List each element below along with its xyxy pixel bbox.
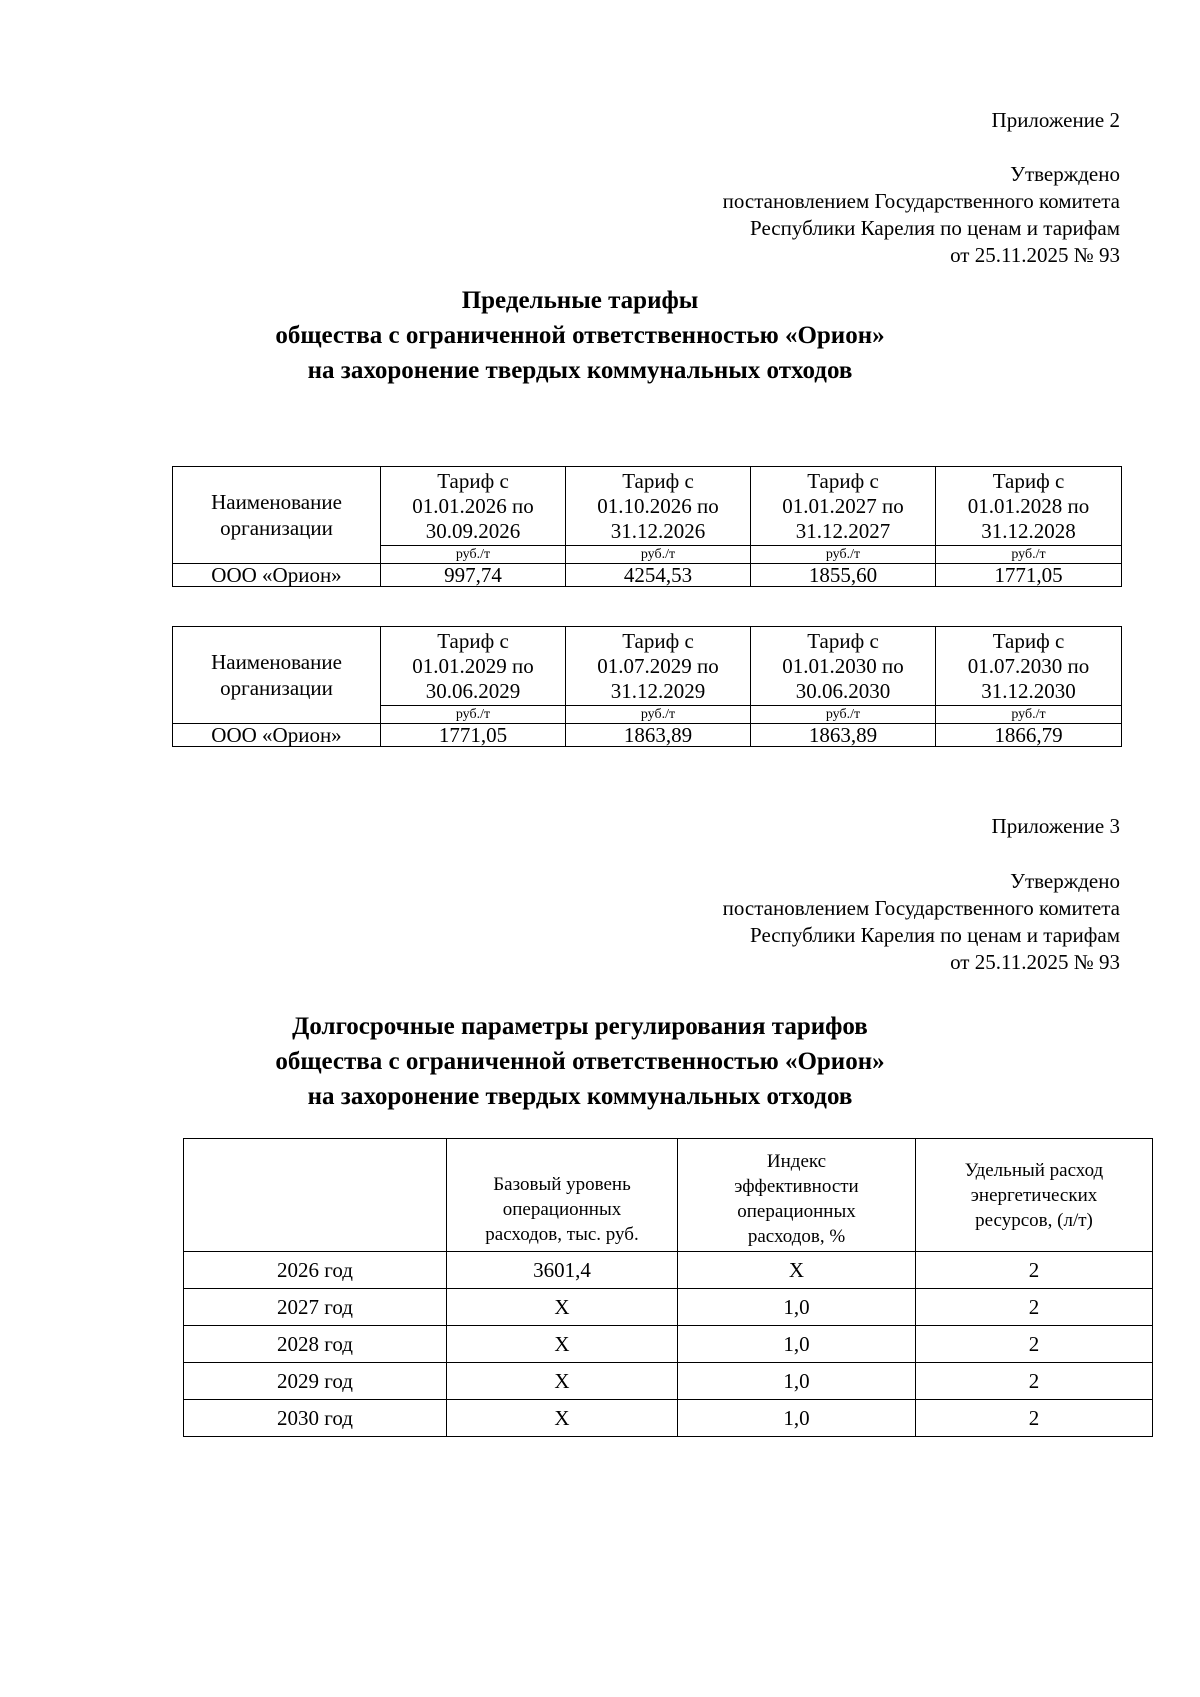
period-header: Тариф с 01.10.2026 по 31.12.2026 (566, 467, 751, 546)
params-header-base-opex: Базовый уровень операционных расходов, тыс. руб. (447, 1139, 678, 1252)
unit-cell: руб./т (751, 546, 936, 564)
efficiency-index-cell: 1,0 (678, 1289, 916, 1326)
org-header: Наименование организации (173, 467, 381, 564)
year-cell: 2027 год (184, 1289, 447, 1326)
base-opex-cell: Х (447, 1400, 678, 1437)
tariff-value-cell: 1771,05 (381, 724, 566, 747)
table-row (184, 1363, 1153, 1400)
unit-cell: руб./т (936, 706, 1122, 724)
table-row (184, 1252, 1153, 1289)
tariff-table-2 (172, 626, 1122, 747)
params-table (183, 1138, 1153, 1437)
base-opex-cell: 3601,4 (447, 1252, 678, 1289)
efficiency-index-cell: 1,0 (678, 1326, 916, 1363)
tariff-value-cell: 997,74 (381, 564, 566, 587)
efficiency-index-cell: 1,0 (678, 1363, 916, 1400)
appendix-3-label: Приложение 3 (991, 814, 1120, 838)
energy-consumption-cell: 2 (916, 1326, 1153, 1363)
org-name-cell: ООО «Орион» (173, 724, 381, 747)
unit-cell: руб./т (381, 706, 566, 724)
appendix-2-label: Приложение 2 (991, 108, 1120, 132)
org-header: Наименование организации (173, 627, 381, 724)
table-row (184, 1289, 1153, 1326)
tariff-value-cell: 1771,05 (936, 564, 1122, 587)
appendix-3-title: Долгосрочные параметры регулирования тарифов общества с ограниченной ответственностью «Орион» на захоронение твердых коммунальных отходов (275, 1013, 885, 1110)
appendix-2-title: Предельные тарифы общества с ограниченной ответственностью «Орион» на захоронение твердых коммунальных отходов (275, 287, 885, 384)
params-header-empty (184, 1139, 447, 1252)
period-header: Тариф с 01.07.2030 по 31.12.2030 (936, 627, 1122, 706)
unit-cell: руб./т (566, 706, 751, 724)
table-row (184, 1400, 1153, 1437)
period-header: Тариф с 01.01.2027 по 31.12.2027 (751, 467, 936, 546)
params-header-energy-consumption: Удельный расход энергетических ресурсов, (л/т) (916, 1139, 1153, 1252)
year-cell: 2029 год (184, 1363, 447, 1400)
efficiency-index-cell: Х (678, 1252, 916, 1289)
table-row (184, 1326, 1153, 1363)
efficiency-index-cell: 1,0 (678, 1400, 916, 1437)
appendix-2-approval: Утверждено постановлением Государственного комитета Республики Карелия по ценам и тарифам от 25.11.2025 № 93 (722, 162, 1120, 267)
energy-consumption-cell: 2 (916, 1400, 1153, 1437)
unit-cell: руб./т (566, 546, 751, 564)
unit-cell: руб./т (751, 706, 936, 724)
unit-cell: руб./т (381, 546, 566, 564)
tariff-table-1 (172, 466, 1122, 587)
period-header: Тариф с 01.01.2028 по 31.12.2028 (936, 467, 1122, 546)
year-cell: 2026 год (184, 1252, 447, 1289)
period-header: Тариф с 01.01.2029 по 30.06.2029 (381, 627, 566, 706)
period-header: Тариф с 01.07.2029 по 31.12.2029 (566, 627, 751, 706)
energy-consumption-cell: 2 (916, 1363, 1153, 1400)
base-opex-cell: Х (447, 1289, 678, 1326)
year-cell: 2028 год (184, 1326, 447, 1363)
tariff-value-cell: 4254,53 (566, 564, 751, 587)
energy-consumption-cell: 2 (916, 1289, 1153, 1326)
tariff-value-cell: 1866,79 (936, 724, 1122, 747)
org-name-cell: ООО «Орион» (173, 564, 381, 587)
base-opex-cell: Х (447, 1326, 678, 1363)
appendix-3-approval: Утверждено постановлением Государственного комитета Республики Карелия по ценам и тарифам от 25.11.2025 № 93 (722, 869, 1120, 974)
tariff-value-cell: 1863,89 (751, 724, 936, 747)
base-opex-cell: Х (447, 1363, 678, 1400)
params-header-efficiency-index: Индекс эффективности операционных расходов, % (678, 1139, 916, 1252)
period-header: Тариф с 01.01.2026 по 30.09.2026 (381, 467, 566, 546)
unit-cell: руб./т (936, 546, 1122, 564)
period-header: Тариф с 01.01.2030 по 30.06.2030 (751, 627, 936, 706)
year-cell: 2030 год (184, 1400, 447, 1437)
tariff-value-cell: 1855,60 (751, 564, 936, 587)
tariff-value-cell: 1863,89 (566, 724, 751, 747)
energy-consumption-cell: 2 (916, 1252, 1153, 1289)
